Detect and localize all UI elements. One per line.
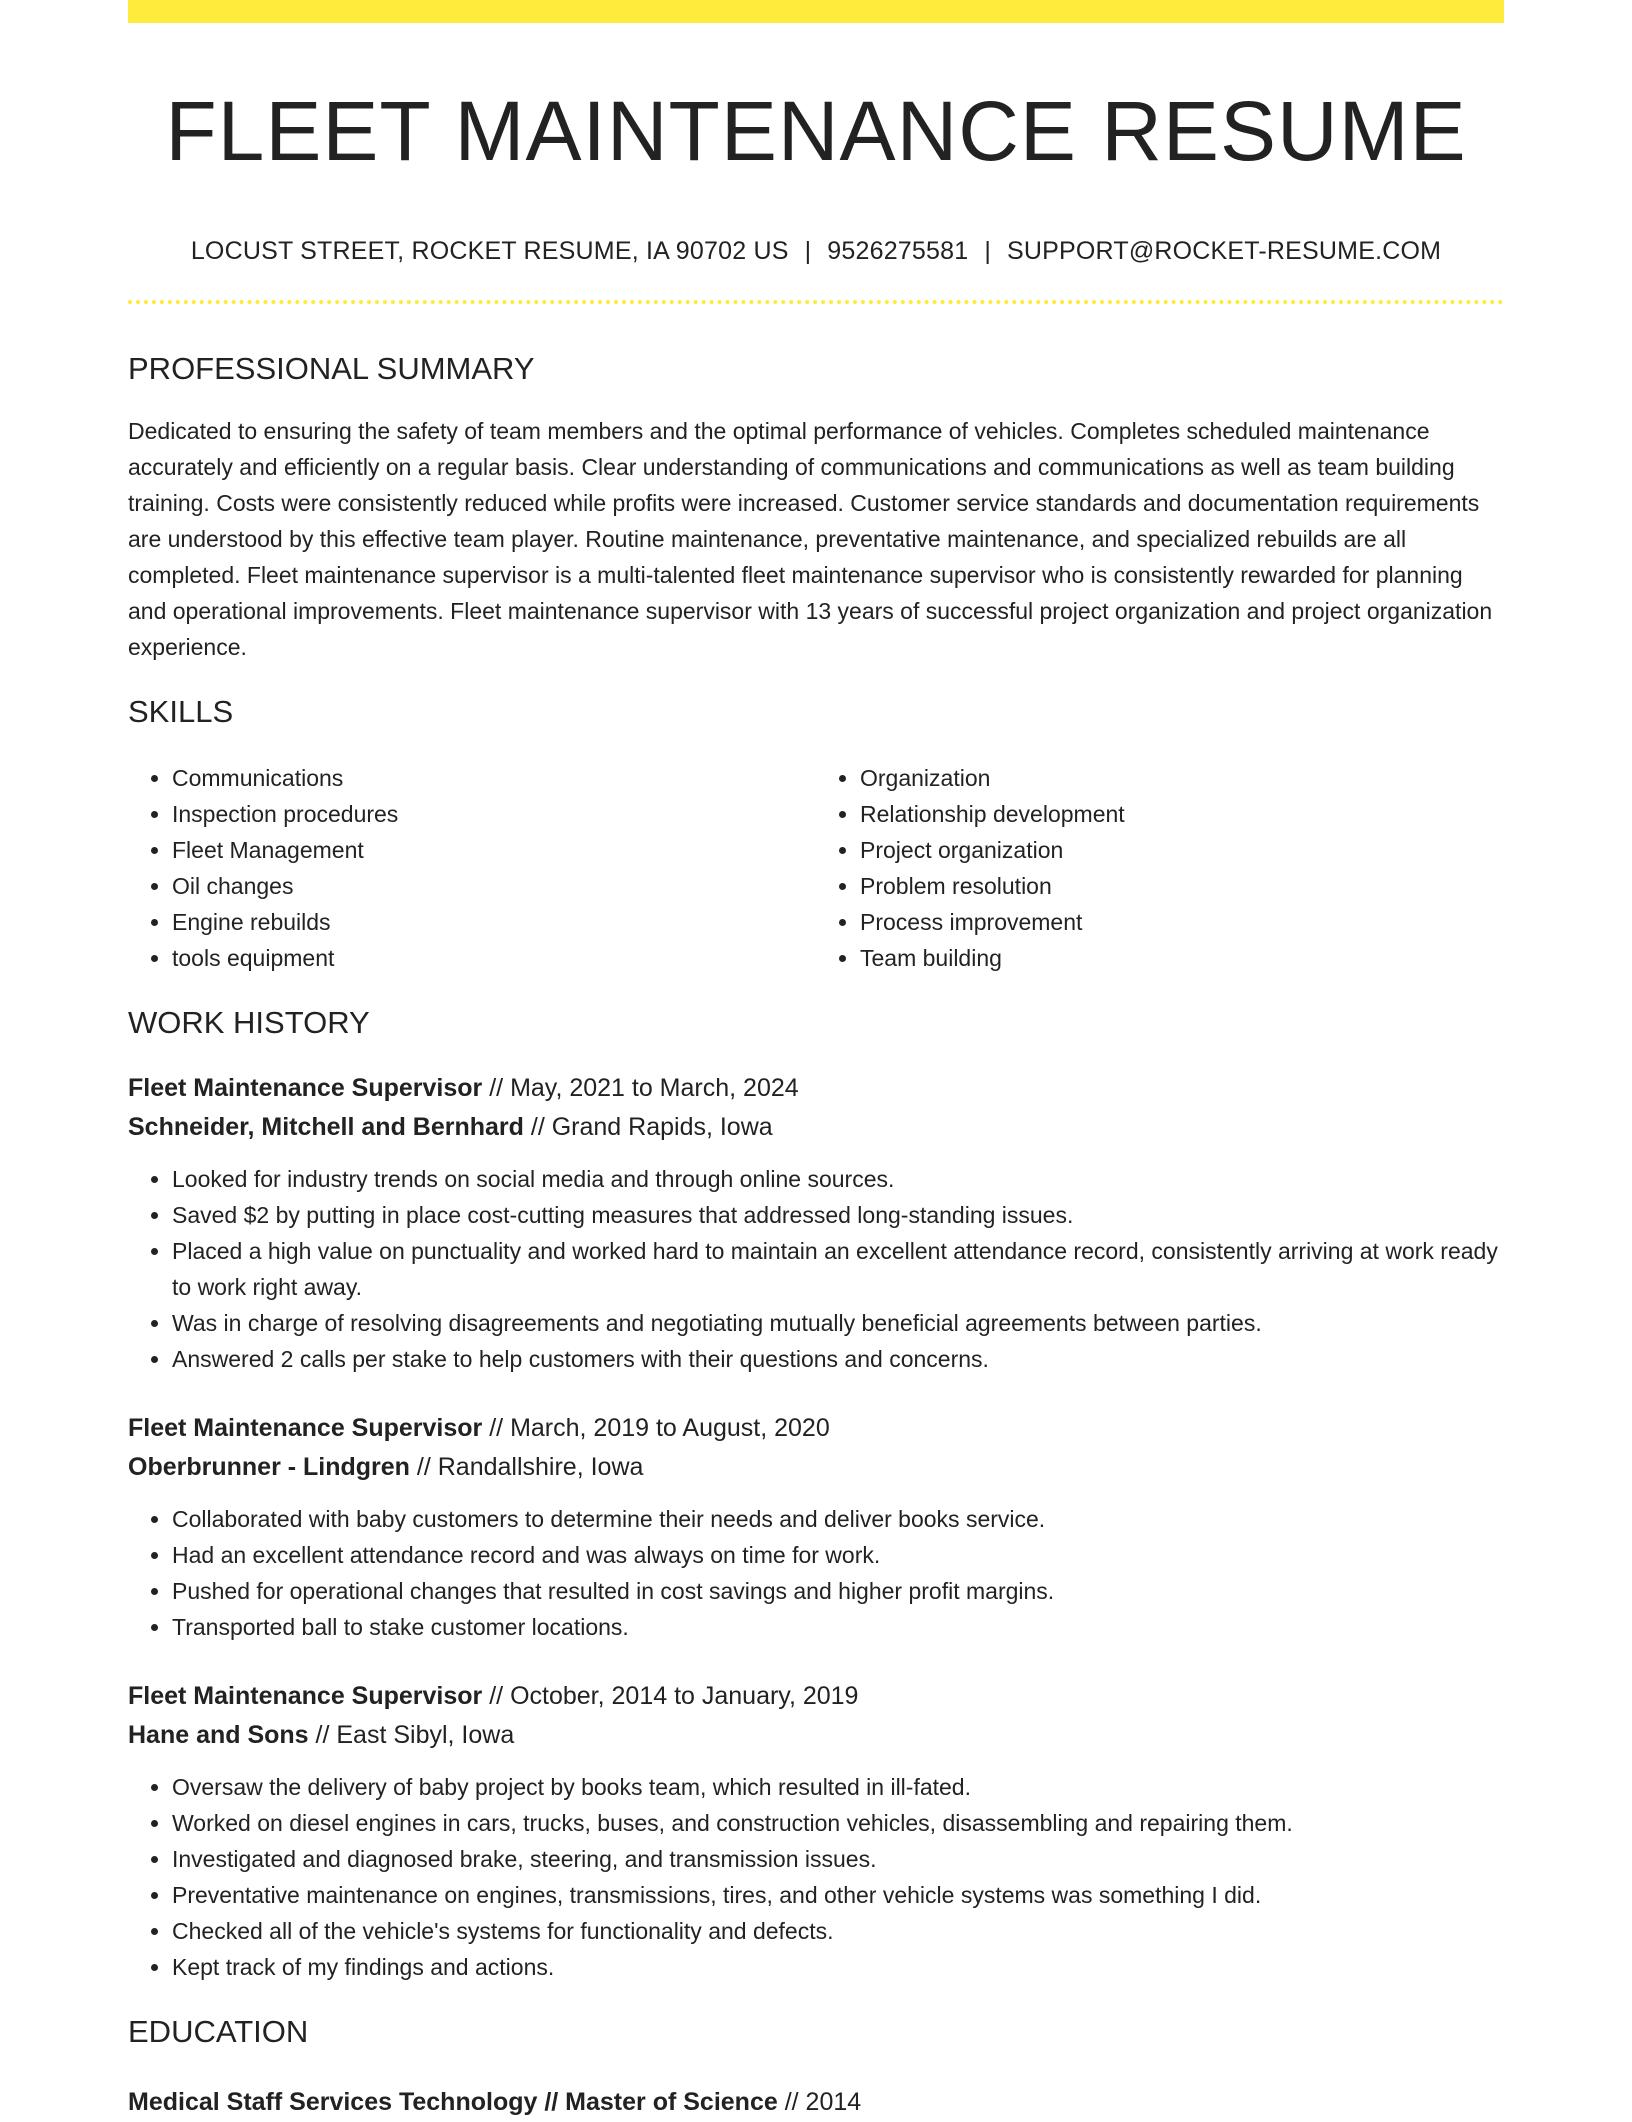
resume-title: FLEET MAINTENANCE RESUME [165,84,1467,178]
job-company-line [128,1716,1504,1755]
work-history-heading: WORK HISTORY [128,1005,370,1041]
job-entry [128,1409,1504,1645]
job-company: Oberbrunner - Lindgren [128,1453,410,1482]
skill-item: • Project organization [860,832,1504,868]
skill-item: • Problem resolution [860,868,1504,904]
job-dates: // March, 2019 to August, 2020 [482,1414,830,1443]
skill-item: • Communications [172,760,816,796]
skill-item: • Fleet Management [172,832,816,868]
job-company-line [128,1108,1504,1147]
job-entry [128,1069,1504,1377]
job-entry [128,1677,1504,1985]
contact-separator: | [804,237,812,266]
job-title-line [128,1677,1504,1716]
job-bullet: • Kept track of my findings and actions. [172,1949,1504,1985]
skill-item: • Process improvement [860,904,1504,940]
skills-list [128,760,1504,976]
job-bullet: • Had an excellent attendance record and was always on time for work. [172,1537,1504,1573]
job-bullet: • Answered 2 calls per stake to help customers with their questions and concerns. [172,1341,1504,1377]
job-title-line [128,1409,1504,1448]
job-bullet: • Investigated and diagnosed brake, steering, and transmission issues. [172,1841,1504,1877]
education-line [128,2083,1504,2122]
skill-item: • Engine rebuilds [172,904,816,940]
job-company: Hane and Sons [128,1721,309,1750]
skill-item: • Inspection procedures [172,796,816,832]
contact-line [128,235,1504,268]
job-dates: // May, 2021 to March, 2024 [482,1074,799,1103]
skill-item: • Organization [860,760,1504,796]
education-heading: EDUCATION [128,2014,309,2050]
job-bullet: • Looked for industry trends on social media and through online sources. [172,1161,1504,1197]
accent-bar [128,0,1504,23]
job-bullet: • Checked all of the vehicle's systems for functionality and defects. [172,1913,1504,1949]
job-title: Fleet Maintenance Supervisor [128,1414,483,1443]
dotted-divider [128,300,1504,304]
skills-column-right [816,760,1504,976]
job-title: Fleet Maintenance Supervisor [128,1682,483,1711]
skill-item: • tools equipment [172,940,816,976]
job-bullets [128,1161,1504,1377]
summary-heading: PROFESSIONAL SUMMARY [128,350,535,386]
job-bullet: • Oversaw the delivery of baby project by books team, which resulted in ill-fated. [172,1769,1504,1805]
job-bullet: • Saved $2 by putting in place cost-cutting measures that addressed long-standing issues. [172,1197,1504,1233]
job-bullet: • Collaborated with baby customers to determine their needs and deliver books service. [172,1501,1504,1537]
job-title: Fleet Maintenance Supervisor [128,1074,483,1103]
skills-heading: SKILLS [128,694,234,730]
job-bullets [128,1769,1504,1985]
job-bullet: • Pushed for operational changes that resulted in cost savings and higher profit margins. [172,1573,1504,1609]
job-location: // East Sibyl, Iowa [308,1721,515,1750]
job-bullet: • Was in charge of resolving disagreements and negotiating mutually beneficial agreements between parties. [172,1305,1504,1341]
job-title-line [128,1069,1504,1108]
job-location: // Randallshire, Iowa [409,1453,644,1482]
job-bullets [128,1501,1504,1645]
education-degree: Medical Staff Services Technology // Master of Science [128,2087,778,2116]
job-company: Schneider, Mitchell and Bernhard [128,1113,524,1142]
contact-email: SUPPORT@ROCKET-RESUME.COM [1007,237,1442,266]
skill-item: • Oil changes [172,868,816,904]
contact-address: LOCUST STREET, ROCKET RESUME, IA 90702 US [190,237,789,266]
job-bullet: • Worked on diesel engines in cars, trucks, buses, and construction vehicles, disassembling and repairing them. [172,1805,1504,1841]
contact-separator: | [984,237,992,266]
skill-item: • Team building [860,940,1504,976]
job-location: // Grand Rapids, Iowa [523,1113,773,1142]
job-bullet: • Transported ball to stake customer locations. [172,1609,1504,1645]
job-company-line [128,1448,1504,1487]
job-dates: // October, 2014 to January, 2019 [482,1682,859,1711]
summary-text: Dedicated to ensuring the safety of team members and the optimal performance of vehicles. Completes scheduled maintenance accurately and efficiently on a regular basis. Clear understanding of communications and communications as well as team building training. Costs were consistently reduced while profits were increased. Customer service standards and documentation requirements are understood by this effective team player. Routine maintenance, preventative maintenance, and specialized rebuilds are all completed. Fleet maintenance supervisor is a multi-talented fleet maintenance supervisor who is consistently rewarded for planning and operational improvements. Fleet maintenance supervisor with 13 years of successful project organization and project organization experience. [128,418,1493,661]
skill-item: • Relationship development [860,796,1504,832]
skills-column-left [128,760,816,976]
job-bullet: • Preventative maintenance on engines, transmissions, tires, and other vehicle systems was something I did. [172,1877,1504,1913]
education-entry [128,2083,1504,2122]
contact-phone: 9526275581 [827,237,969,266]
resume-page [128,0,1504,2122]
education-year: // 2014 [777,2087,862,2116]
job-bullet: • Placed a high value on punctuality and worked hard to maintain an excellent attendance record, consistently arriving at work ready to work right away. [172,1233,1504,1305]
